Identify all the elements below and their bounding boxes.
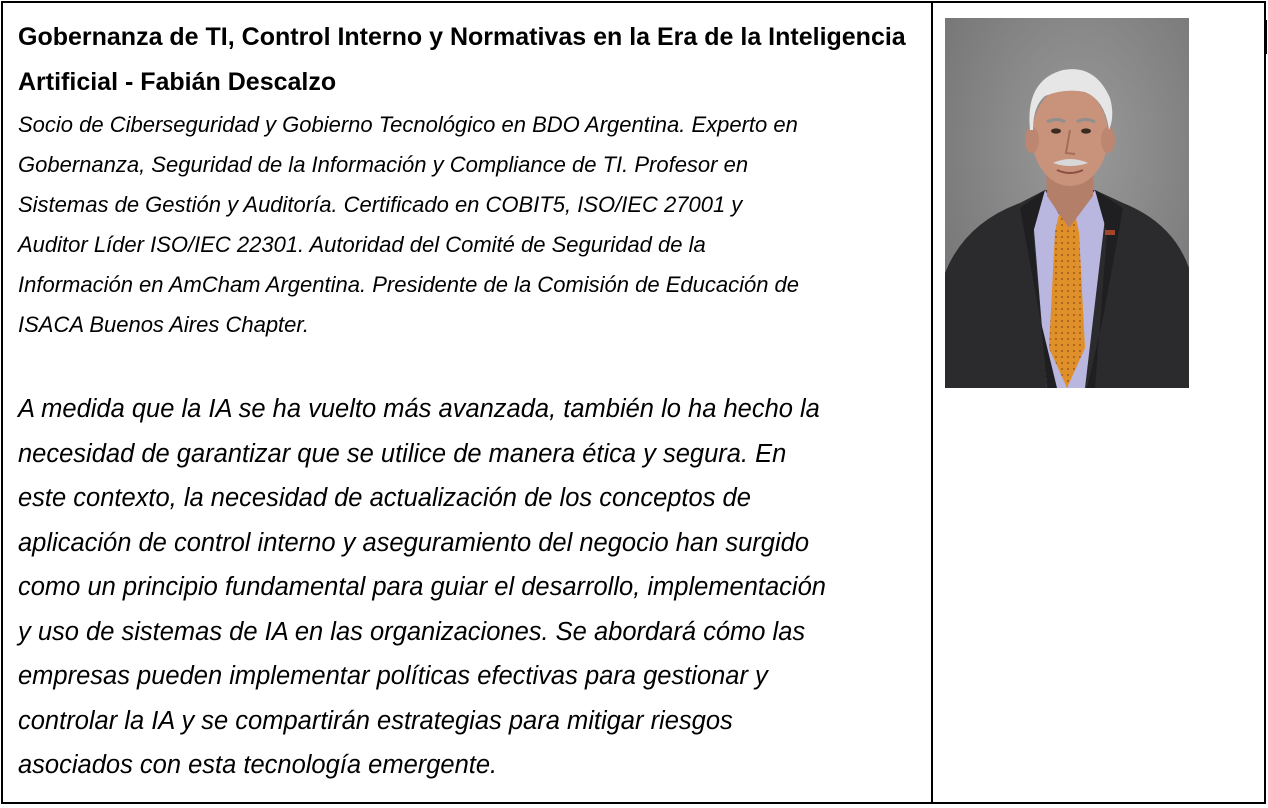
text-cell (3, 3, 933, 802)
speaker-bio: Socio de Ciberseguridad y Gobierno Tecnológico en BDO Argentina. Experto en Gobernanza, Seguridad de la Información y Compliance de TI. Profesor en Sistemas de Gestión y Auditoría. Certificado en COBIT5, ISO/IEC 27001 y Auditor Líder ISO/IEC 22301. Autoridad del Comité de Seguridad de la Información en AmCham Argentina. Presidente de la Comisión de Educación de ISACA Buenos Aires Chapter. (18, 112, 800, 337)
talk-title: Gobernanza de TI, Control Interno y Normativas en la Era de la Inteligencia Artificial - Fabián Descalzo (18, 23, 906, 96)
speaker-table (1, 1, 1266, 804)
photo-cell (933, 3, 1264, 802)
talk-abstract: A medida que la IA se ha vuelto más avanzada, también lo ha hecho la necesidad de garantizar que se utilice de manera ética y segura. En este contexto, la necesidad de actualización de los conceptos de aplicación de control interno y aseguramiento del negocio han surgido como un principio fundamental para guiar el desarrollo, implementación y uso de sistemas de IA en las organizaciones. Se abordará cómo las empresas pueden implementar políticas efectivas para gestionar y controlar la IA y se compartirán estrategias para mitigar riesgos asociados con esta tecnología emergente. (18, 395, 826, 779)
margin-mark (1265, 20, 1267, 54)
speaker-portrait-icon (945, 18, 1189, 388)
face (1032, 86, 1108, 186)
